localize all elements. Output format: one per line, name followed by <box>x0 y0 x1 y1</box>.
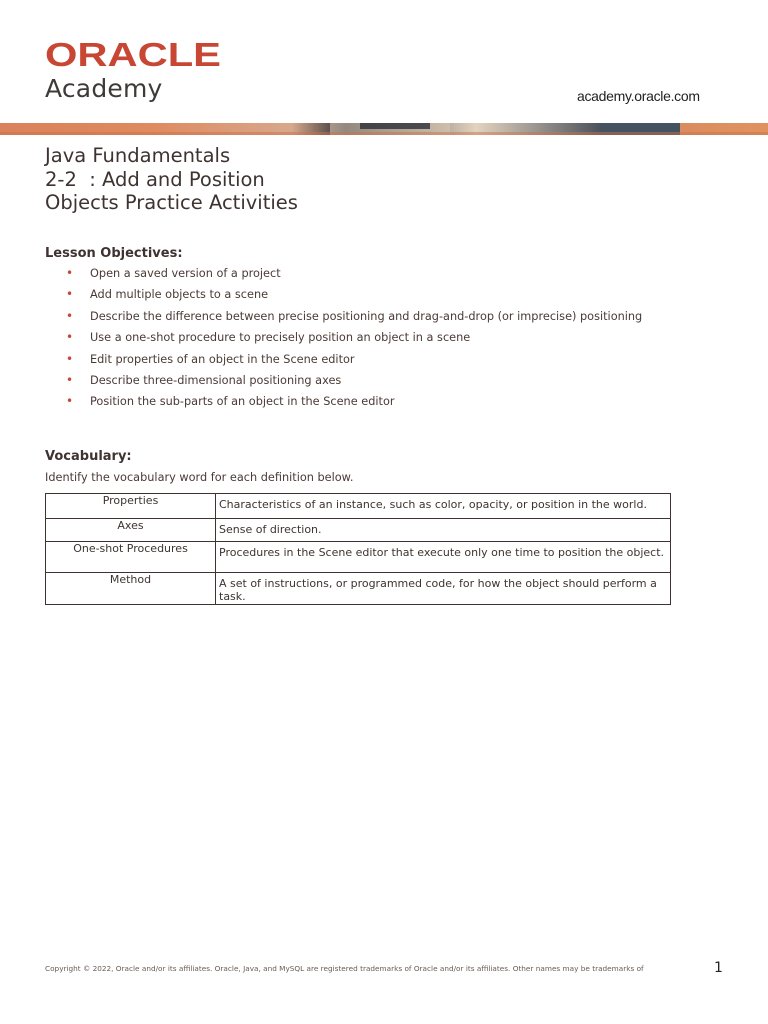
list-item: • Use a one-shot procedure to precisely position an object in a scene <box>66 330 471 345</box>
title-line-activity: Objects Practice Activities <box>45 191 298 214</box>
table-row <box>46 542 671 573</box>
oracle-logo-text: ORACLE <box>45 40 221 68</box>
vocab-term: Properties <box>46 494 216 519</box>
list-item: • Open a saved version of a project <box>66 266 281 280</box>
objectives-heading: Lesson Objectives: <box>45 246 183 261</box>
vocab-term: Method <box>46 573 216 605</box>
vocabulary-intro: Identify the vocabulary word for each definition below. <box>45 471 354 484</box>
objectives-list <box>45 267 642 417</box>
bullet-icon: • <box>66 266 74 280</box>
decorative-banner <box>0 123 768 135</box>
table-row <box>46 494 671 519</box>
vocab-term: One-shot Procedures <box>46 542 216 573</box>
list-item: • Describe three-dimensional positioning axes <box>66 372 342 387</box>
list-item: • Edit properties of an object in the Scene editor <box>66 351 355 366</box>
vocab-definition: A set of instructions, or programmed code, for how the object should perform a task. <box>216 573 671 605</box>
vocabulary-heading: Vocabulary: <box>45 449 132 464</box>
bullet-icon: • <box>66 287 74 302</box>
vocab-definition: Sense of direction. <box>216 519 671 542</box>
bullet-icon: • <box>66 308 74 323</box>
page-number: 1 <box>714 960 723 976</box>
list-item: • Describe the difference between precise positioning and drag-and-drop (or imprecise) positioning <box>66 308 643 323</box>
title-line-course: Java Fundamentals <box>45 144 231 167</box>
bullet-icon: • <box>66 330 74 345</box>
bullet-icon: • <box>66 372 74 387</box>
bullet-icon: • <box>66 394 74 409</box>
table-row <box>46 573 671 605</box>
academy-wordmark: Academy <box>45 74 163 103</box>
copyright-footer: Copyright © 2022, Oracle and/or its affiliates. Oracle, Java, and MySQL are registered trademarks of Oracle and/or its affiliates. Other names may be trademarks of <box>45 964 644 973</box>
vocab-definition: Procedures in the Scene editor that execute only one time to position the object. <box>216 542 671 573</box>
bullet-icon: • <box>66 351 74 366</box>
table-row <box>46 519 671 542</box>
vocab-term: Axes <box>46 519 216 542</box>
vocab-definition: Characteristics of an instance, such as color, opacity, or position in the world. <box>216 494 671 519</box>
list-item: • Position the sub-parts of an object in the Scene editor <box>66 394 395 409</box>
list-item: • Add multiple objects to a scene <box>66 287 269 302</box>
site-url: academy.oracle.com <box>577 88 700 104</box>
document-title <box>45 144 298 215</box>
oracle-logo <box>45 40 221 68</box>
vocabulary-table <box>45 493 671 605</box>
title-line-lesson: 2-2 : Add and Position <box>45 167 265 191</box>
